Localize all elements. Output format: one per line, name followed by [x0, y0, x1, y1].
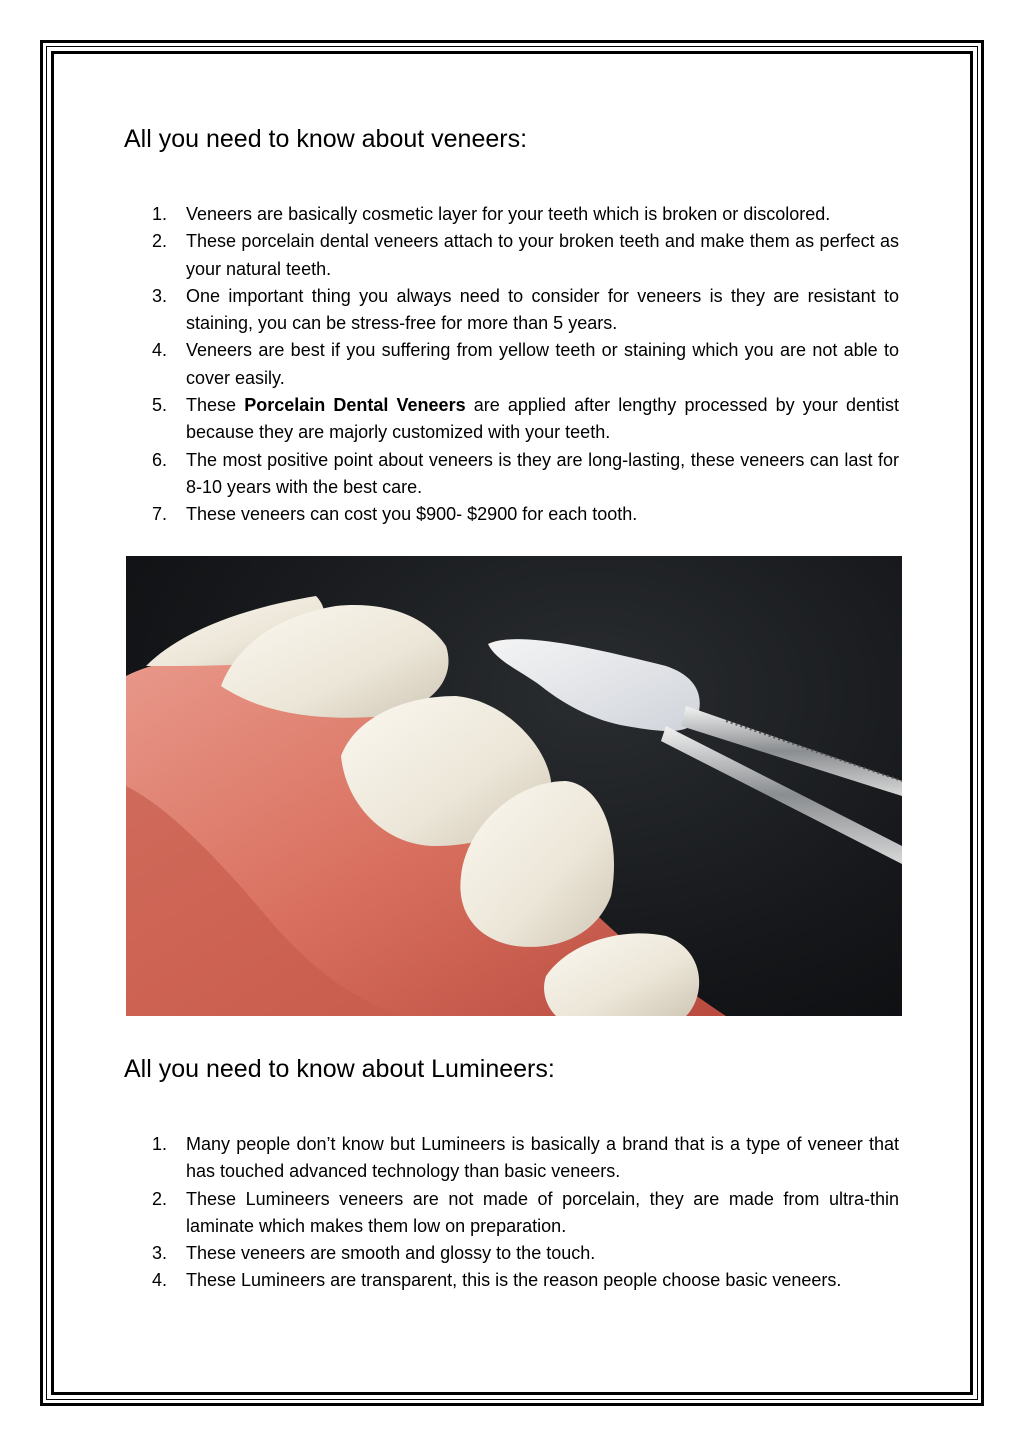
veneers-list: [152, 201, 899, 529]
veneer-photo: [126, 556, 902, 1016]
list-item: [152, 392, 899, 447]
list-item: [152, 201, 899, 228]
list-item: [152, 228, 899, 283]
list-item: [152, 1240, 899, 1267]
list-item: [152, 501, 899, 528]
list-number: 2.: [152, 231, 168, 252]
list-item: [152, 1267, 899, 1294]
list-number: 4.: [152, 340, 168, 361]
list-text-post: are applied after lengthy processed by your dentist because they are majorly customized with your teeth.: [186, 395, 900, 443]
list-text: The most positive point about veneers is they are long-lasting, these veneers can last for 8-10 years with the best care.: [186, 449, 899, 497]
list-number: 7.: [152, 504, 168, 525]
list-text: Veneers are best if you suffering from yellow teeth or staining which you are not able to cover easily.: [186, 340, 899, 388]
list-number: 4.: [152, 1270, 168, 1291]
list-item: [152, 1186, 899, 1241]
list-text: These veneers are smooth and glossy to the touch.: [186, 1243, 596, 1264]
list-item: [152, 447, 899, 502]
list-text: One important thing you always need to consider for veneers is they are resistant to staining, you can be stress-free for more than 5 years.: [186, 285, 899, 334]
list-text: These Lumineers veneers are not made of porcelain, they are made from ultra-thin laminate which makes them low on preparation.: [186, 1188, 899, 1236]
list-text: [186, 392, 899, 447]
list-text: These porcelain dental veneers attach to your broken teeth and make them as perfect as your natural teeth.: [186, 231, 899, 279]
list-text: Veneers are basically cosmetic layer for your teeth which is broken or discolored.: [186, 204, 831, 224]
list-number: 3.: [152, 285, 168, 306]
lumineers-list: [152, 1131, 899, 1295]
list-number: 6.: [152, 449, 168, 470]
veneers-heading: All you need to know about veneers:: [124, 125, 528, 153]
porcelain-dental-veneers-term: Porcelain Dental Veneers: [244, 395, 466, 416]
list-number: 2.: [152, 1188, 168, 1209]
list-text: These Lumineers are transparent, this is the reason people choose basic veneers.: [186, 1270, 842, 1291]
list-item: [152, 283, 899, 338]
lumineers-heading: All you need to know about Lumineers:: [124, 1055, 555, 1083]
list-item: [152, 1131, 899, 1186]
list-text: Many people don’t know but Lumineers is basically a brand that is a type of veneer that has touched advanced technology than basic veneers.: [186, 1134, 899, 1182]
list-number: 1.: [152, 204, 168, 224]
list-text: These veneers can cost you $900- $2900 for each tooth.: [186, 504, 638, 525]
tweezers-holding-veneer-icon: [126, 556, 902, 1016]
list-number: 1.: [152, 1134, 168, 1154]
list-number: 3.: [152, 1243, 168, 1264]
list-item: [152, 337, 899, 392]
list-text-pre: These: [186, 395, 245, 416]
list-number: 5.: [152, 395, 168, 416]
